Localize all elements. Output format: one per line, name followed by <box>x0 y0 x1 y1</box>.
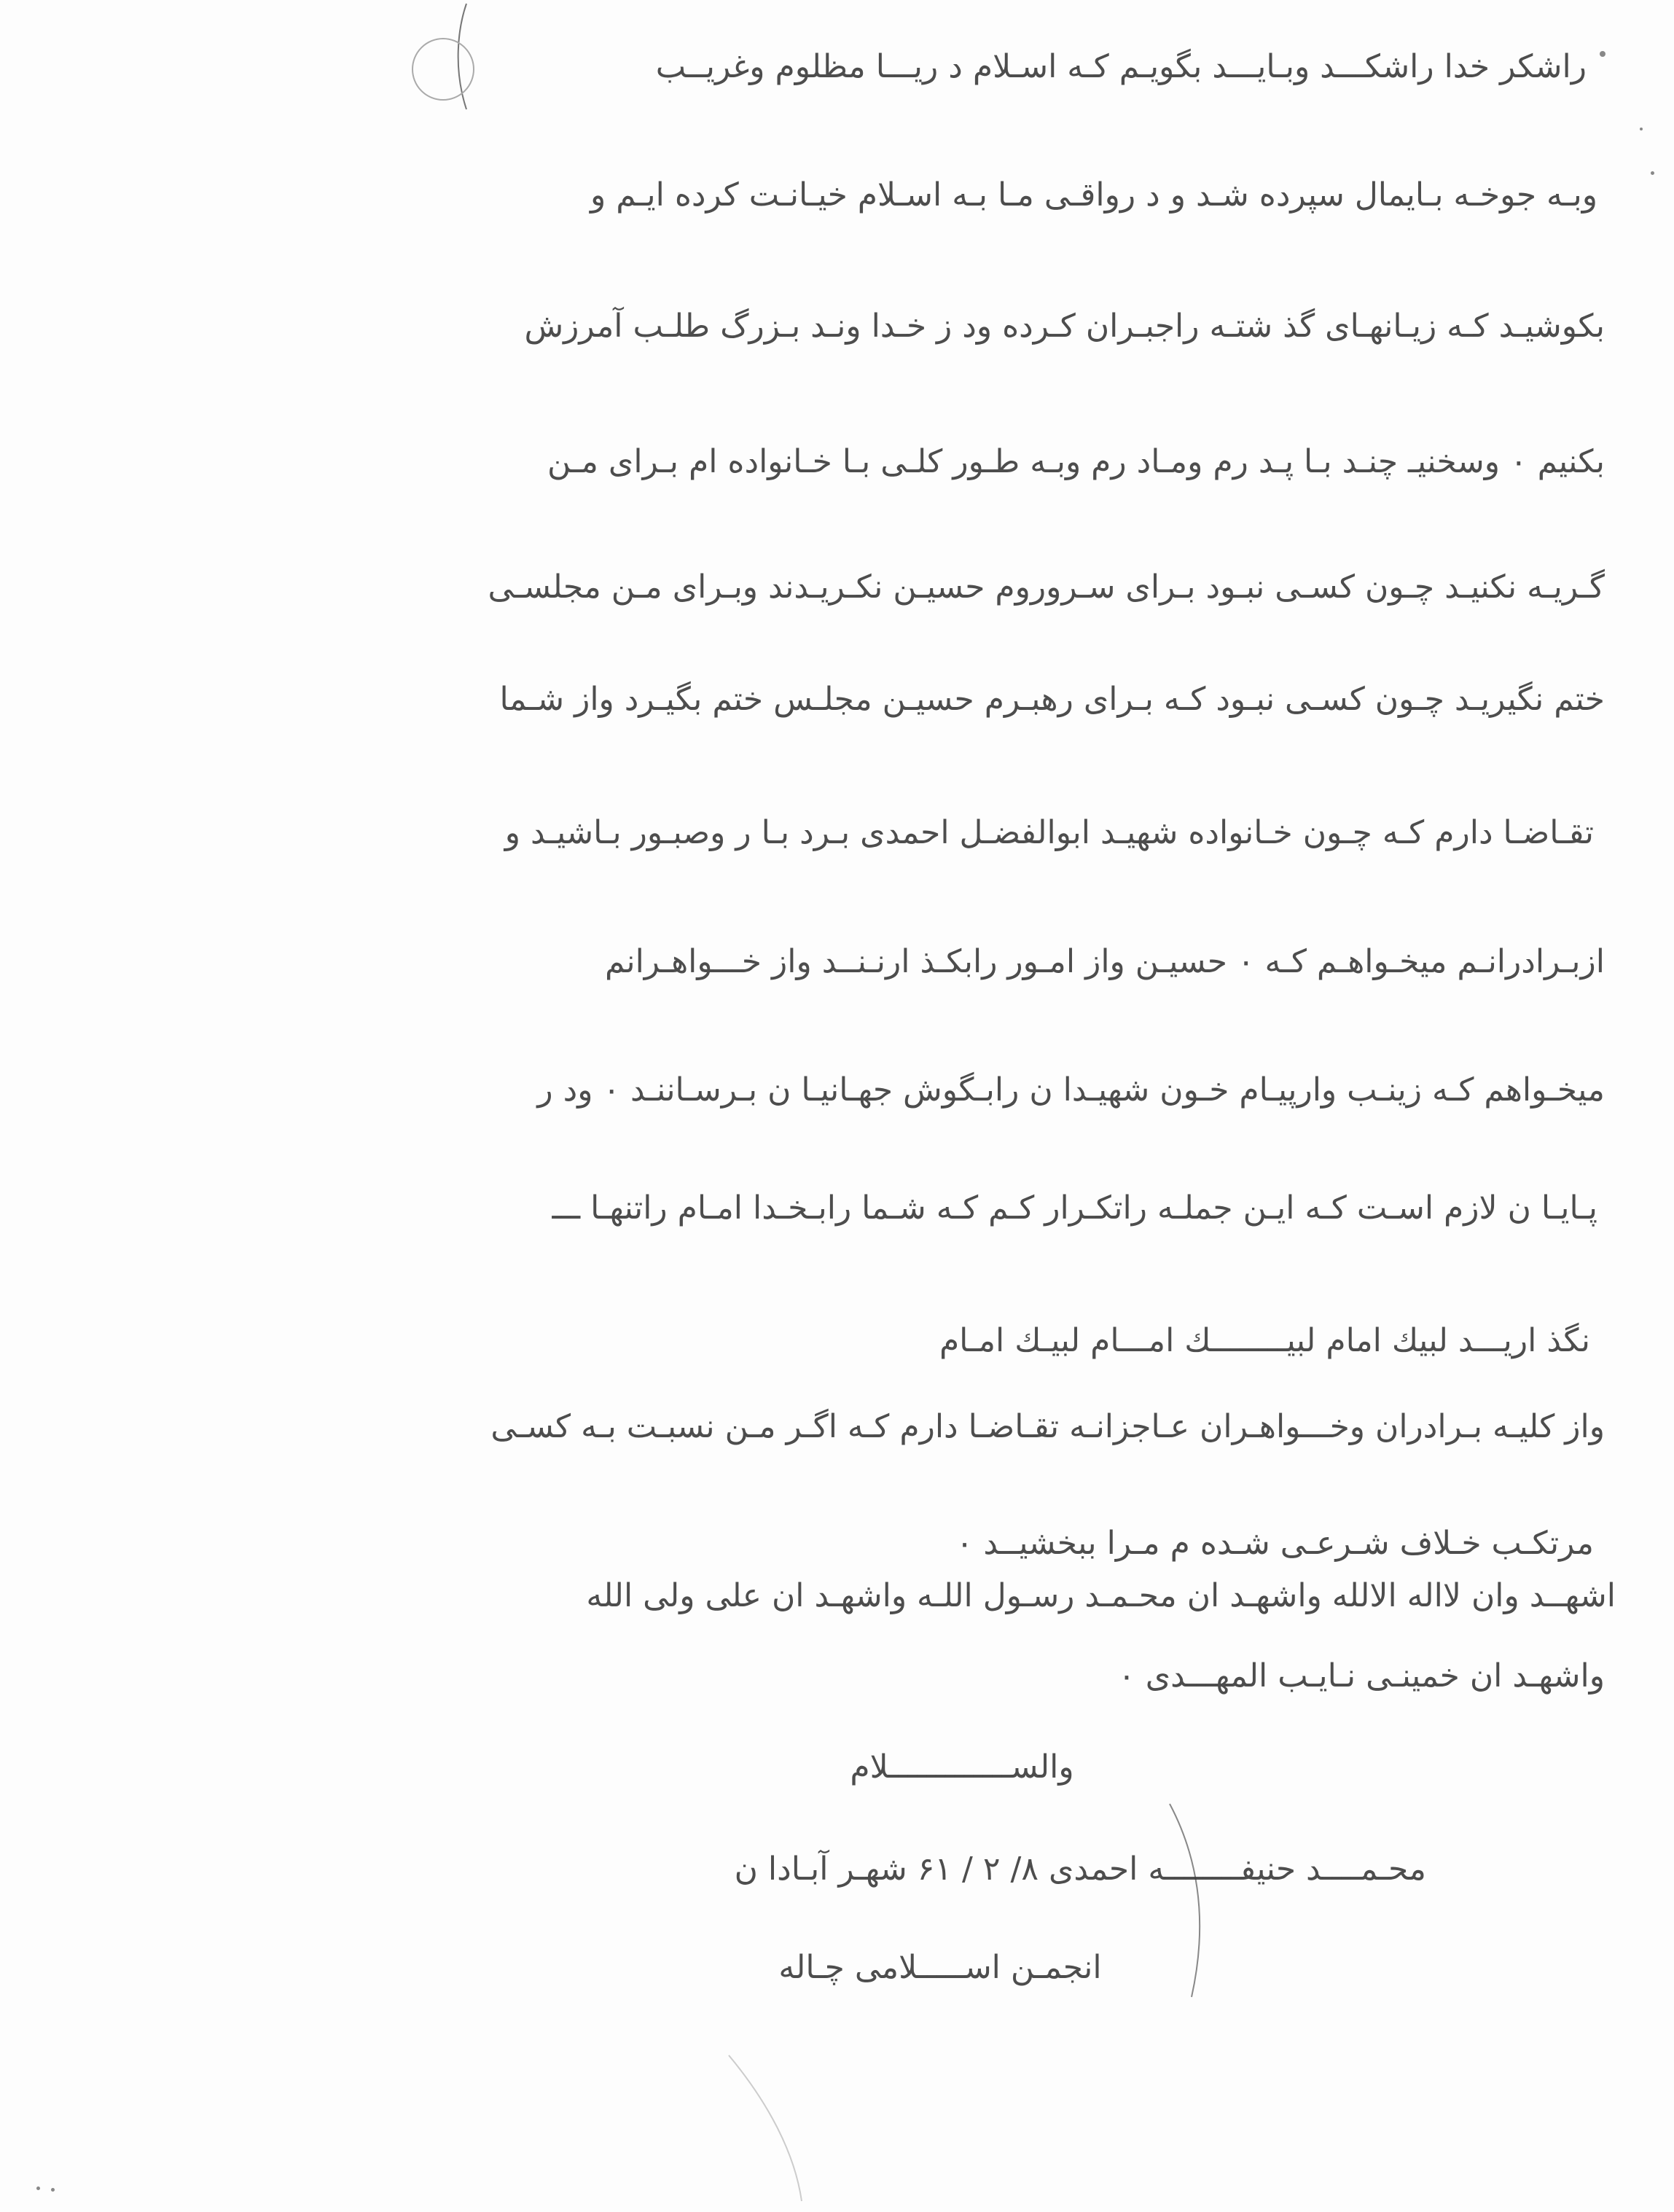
letter-line-8: ازبـرادرانـم میخـواهـم کـه ٠ حسیـن واز امـور رابکـذ ارنـنــد واز خـــواهـرانم <box>605 943 1605 980</box>
letter-line-4: بکنیم ٠ وسخنیـ چنـد بـا پـد رم ومـاد رم وبـه طـور کلـی بـا خـانواده ام بـرای مـن <box>547 443 1605 480</box>
scan-speck <box>1640 128 1643 130</box>
faint-fold-mark <box>729 2055 802 2201</box>
letter-line-14: اشهــد وان لااله الالله واشهـد ان محـمـد رسـول اللـه واشهـد ان علی ولی الله <box>586 1577 1616 1614</box>
letter-line-6: ختم نگیریـد چـون کسـی نبـود کـه بـرای رهبـرم حسیـن مجلـس ختم بگیـرد واز شـما <box>499 681 1605 718</box>
scan-speck <box>1600 51 1605 57</box>
scan-speck <box>1651 171 1654 175</box>
letter-line-9: میخـواهم کـه زینـب وارپیـام خـون شهیـدا ن رابـگوش جهـانیـا ن بـرسـاننـد ٠ ود ر <box>537 1071 1605 1109</box>
signature-line: محـمــــد حنیفــــــــه احمدی ۸/ ۲ / ۶۱ شهـر آبـادا ن <box>734 1851 1426 1888</box>
scan-speck <box>36 2186 40 2190</box>
closing-salutation: والســـــــــــــلام <box>850 1748 1074 1786</box>
letter-line-11: نگذ اریـــد لبیك امام لبیــــــــك امـــام لبیـك امـام <box>939 1322 1590 1359</box>
organization-name: انجمـن اســـــلامی چـاله <box>778 1949 1102 1986</box>
letter-line-1: راشکر خدا راشکـــد وبـایـــد بگویـم کـه اسـلام د ریـــا مظلوم وغریــب <box>655 48 1587 85</box>
letter-line-13: مرتکـب خـلاف شـرعـی شـده م مـرا ببخشیــد ٠ <box>955 1525 1594 1562</box>
letter-line-10: پـایـا ن لازم اسـت کـه ایـن جملـه راتکـرار کـم کـه شـما رابـخـدا امـام راتنهـا ـــ <box>552 1189 1597 1227</box>
letter-line-2: وبـه جوخـه بـایمال سپرده شـد و د رواقـی مـا بـه اسـلام خیـانـت کرده ایـم و <box>590 176 1597 214</box>
letter-line-12: واز کلیـه بـرادران وخـــواهـران عـاجزانـه تقـاضـا دارم کـه اگـر مـن نسبـت بـه کسـی <box>490 1408 1605 1445</box>
scan-speck <box>51 2188 55 2192</box>
letter-line-3: بکوشیـد کـه زیـانهـای گذ شتـه راجبـران کـرده ود ز خـدا ونـد بـزرگ طلـب آمرزش <box>524 308 1605 345</box>
letter-line-15: واشهـد ان خمینـی نـایـب المهـــدی ٠ <box>1118 1657 1605 1695</box>
letter-line-7: تقـاضـا دارم کـه چـون خـانواده شهیـد ابوالفضـل احمدی بـرد بـا ر وصبـور بـاشیـد و <box>504 814 1594 851</box>
letter-line-5: گـریـه نکنیـد چـون کسـی نبـود بـرای سـروروم حسیـن نکـریـدند وبـرای مـن مجلسـی <box>488 568 1605 606</box>
